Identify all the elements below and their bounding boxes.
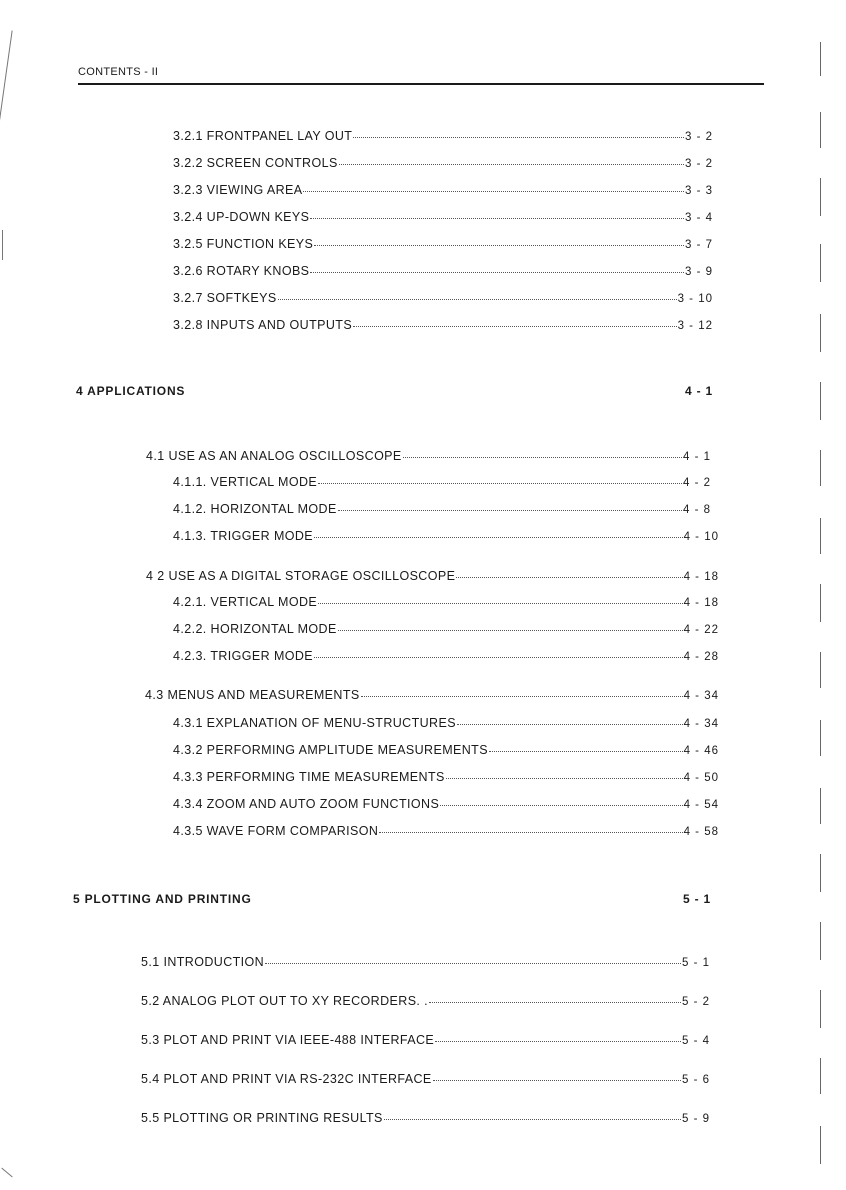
toc-entry-label: 3.2.5 FUNCTION KEYS	[173, 237, 314, 251]
binding-mark	[820, 42, 821, 76]
toc-entry-page: 4 - 54	[683, 799, 719, 811]
dot-leader	[310, 272, 684, 273]
binding-mark	[820, 990, 821, 1028]
toc-entry-label: 4.2.3. TRIGGER MODE	[173, 649, 314, 663]
binding-mark	[820, 178, 821, 216]
toc-entry	[141, 955, 710, 969]
chapter-title: 4 APPLICATIONS	[76, 384, 186, 398]
toc-entry	[141, 1111, 710, 1125]
dot-leader	[353, 326, 676, 327]
edge-mark	[0, 30, 13, 139]
toc-entry-page: 3 - 9	[684, 266, 713, 278]
toc-entry	[146, 449, 711, 463]
toc-entry-page: 3 - 4	[684, 212, 713, 224]
toc-entry-label: 4.1.1. VERTICAL MODE	[173, 475, 318, 489]
toc-entry	[173, 156, 713, 170]
dot-leader	[403, 457, 682, 458]
dot-leader	[338, 510, 682, 511]
toc-entry-label: 3.2.6 ROTARY KNOBS	[173, 264, 310, 278]
dot-leader	[314, 245, 684, 246]
toc-entry-label: 4.3.4 ZOOM AND AUTO ZOOM FUNCTIONS	[173, 797, 440, 811]
toc-entry-label: 5.5 PLOTTING OR PRINTING RESULTS	[141, 1111, 383, 1125]
toc-entry-page: 4 - 58	[683, 826, 719, 838]
toc-entry	[173, 129, 713, 143]
toc-entry-page: 5 - 1	[681, 957, 710, 969]
toc-entry-page: 4 - 28	[683, 651, 719, 663]
binding-mark	[820, 788, 821, 824]
toc-entry	[173, 183, 713, 197]
binding-mark	[820, 1126, 821, 1164]
dot-leader	[303, 191, 684, 192]
toc-entry-page: 3 - 7	[684, 239, 713, 251]
dot-leader	[457, 724, 683, 725]
toc-entry-label: 5.2 ANALOG PLOT OUT TO XY RECORDERS. .	[141, 994, 429, 1008]
page-header-title: CONTENTS - II	[78, 66, 159, 78]
dot-leader	[379, 832, 682, 833]
chapter-title: 5 PLOTTING AND PRINTING	[73, 892, 252, 906]
dot-leader	[429, 1002, 681, 1003]
toc-entry-page: 3 - 12	[677, 320, 713, 332]
dot-leader	[440, 805, 682, 806]
dot-leader	[314, 657, 683, 658]
chapter-page: 5 - 1	[682, 892, 711, 906]
toc-entry-page: 4 - 46	[683, 745, 719, 757]
toc-entry	[141, 994, 710, 1008]
toc-entry-label: 4 2 USE AS A DIGITAL STORAGE OSCILLOSCOPE	[146, 569, 456, 583]
toc-entry-label: 3.2.4 UP-DOWN KEYS	[173, 210, 310, 224]
binding-mark	[820, 1058, 821, 1094]
chapter-page: 4 - 1	[684, 384, 713, 398]
toc-entry-label: 3.2.2 SCREEN CONTROLS	[173, 156, 338, 170]
chapter-heading	[73, 892, 711, 906]
binding-mark	[820, 450, 821, 486]
binding-mark	[820, 584, 821, 622]
toc-entry-label: 4.1.2. HORIZONTAL MODE	[173, 502, 337, 516]
dot-leader	[338, 630, 683, 631]
binding-mark	[820, 314, 821, 352]
toc-entry	[173, 264, 713, 278]
toc-entry-page: 4 - 10	[683, 531, 719, 543]
toc-entry-page: 5 - 2	[681, 996, 710, 1008]
binding-mark	[820, 112, 821, 148]
toc-entry	[141, 1072, 710, 1086]
toc-entry-page: 4 - 8	[682, 504, 711, 516]
toc-entry-label: 4.2.2. HORIZONTAL MODE	[173, 622, 337, 636]
binding-mark	[820, 922, 821, 960]
binding-mark	[820, 854, 821, 892]
toc-entry	[173, 237, 713, 251]
toc-entry-page: 4 - 22	[683, 624, 719, 636]
toc-entry-label: 4.3.1 EXPLANATION OF MENU-STRUCTURES	[173, 716, 456, 730]
toc-entry-label: 3.2.7 SOFTKEYS	[173, 291, 277, 305]
binding-mark	[820, 720, 821, 756]
toc-entry	[173, 318, 713, 332]
dot-leader	[446, 778, 683, 779]
dot-leader	[433, 1080, 681, 1081]
toc-entry-page: 4 - 18	[683, 597, 719, 609]
chapter-heading	[76, 384, 713, 398]
toc-entry-page: 4 - 34	[683, 690, 719, 702]
toc-entry-label: 3.2.8 INPUTS AND OUTPUTS	[173, 318, 353, 332]
toc-entry	[173, 797, 719, 811]
toc-entry-page: 4 - 34	[683, 718, 719, 730]
toc-entry	[173, 210, 713, 224]
toc-entry	[173, 743, 719, 757]
edge-mark	[1, 1168, 12, 1178]
toc-entry-label: 4.3.5 WAVE FORM COMPARISON	[173, 824, 379, 838]
dot-leader	[489, 751, 683, 752]
dot-leader	[314, 537, 683, 538]
toc-entry-page: 4 - 1	[682, 451, 711, 463]
dot-leader	[310, 218, 684, 219]
toc-entry-label: 4.3.2 PERFORMING AMPLITUDE MEASUREMENTS	[173, 743, 488, 757]
header-rule	[78, 83, 764, 85]
edge-mark	[2, 230, 3, 260]
toc-entry-label: 5.1 INTRODUCTION	[141, 955, 265, 969]
toc-entry-label: 4.1.3. TRIGGER MODE	[173, 529, 314, 543]
toc-entry-label: 4.1 USE AS AN ANALOG OSCILLOSCOPE	[146, 449, 402, 463]
dot-leader	[353, 137, 684, 138]
dot-leader	[456, 577, 682, 578]
toc-entry	[173, 770, 719, 784]
toc-entry-label: 4.3.3 PERFORMING TIME MEASUREMENTS	[173, 770, 445, 784]
binding-mark	[820, 244, 821, 282]
dot-leader	[339, 164, 684, 165]
toc-entry-label: 5.3 PLOT AND PRINT VIA IEEE-488 INTERFACE	[141, 1033, 435, 1047]
toc-entry	[141, 1033, 710, 1047]
toc-entry-label: 3.2.1 FRONTPANEL LAY OUT	[173, 129, 353, 143]
toc-entry	[173, 824, 719, 838]
toc-entry-label: 5.4 PLOT AND PRINT VIA RS-232C INTERFACE	[141, 1072, 432, 1086]
toc-entry	[173, 529, 719, 543]
dot-leader	[278, 299, 677, 300]
toc-entry	[145, 688, 719, 702]
toc-entry-page: 4 - 18	[683, 571, 719, 583]
toc-entry-page: 3 - 2	[684, 158, 713, 170]
dot-leader	[318, 483, 682, 484]
toc-entry	[173, 502, 711, 516]
toc-entry	[173, 595, 719, 609]
dot-leader	[318, 603, 682, 604]
toc-entry	[173, 291, 713, 305]
toc-entry	[173, 716, 719, 730]
toc-entry-page: 5 - 4	[681, 1035, 710, 1047]
toc-entry-page: 5 - 9	[681, 1113, 710, 1125]
toc-entry-page: 3 - 2	[684, 131, 713, 143]
dot-leader	[384, 1119, 681, 1120]
toc-entry-label: 4.3 MENUS AND MEASUREMENTS	[145, 688, 360, 702]
toc-entry-label: 3.2.3 VIEWING AREA	[173, 183, 303, 197]
binding-mark	[820, 652, 821, 688]
toc-entry-page: 5 - 6	[681, 1074, 710, 1086]
dot-leader	[361, 696, 683, 697]
toc-entry-page: 4 - 2	[682, 477, 711, 489]
toc-entry	[146, 569, 719, 583]
toc-entry-page: 3 - 10	[677, 293, 713, 305]
binding-mark	[820, 518, 821, 554]
toc-entry	[173, 475, 711, 489]
toc-entry-page: 4 - 50	[683, 772, 719, 784]
toc-entry	[173, 649, 719, 663]
toc-entry	[173, 622, 719, 636]
dot-leader	[435, 1041, 681, 1042]
toc-entry-label: 4.2.1. VERTICAL MODE	[173, 595, 318, 609]
binding-mark	[820, 382, 821, 420]
toc-entry-page: 3 - 3	[684, 185, 713, 197]
dot-leader	[265, 963, 681, 964]
